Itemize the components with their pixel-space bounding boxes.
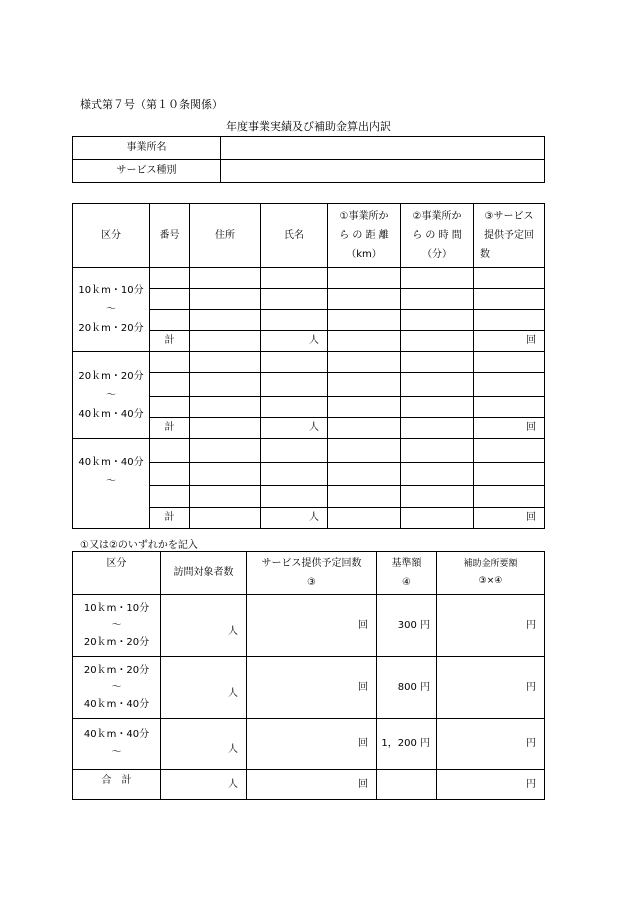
table-cell[interactable]: [401, 508, 474, 529]
times-unit: 回: [247, 595, 377, 657]
header-time: [401, 204, 474, 268]
group-line: 10ｋm・10分: [78, 285, 144, 296]
table-cell[interactable]: [261, 397, 328, 418]
table-cell[interactable]: [328, 486, 401, 508]
table-cell[interactable]: [190, 352, 261, 373]
table-cell[interactable]: [474, 439, 545, 463]
summary-header-subsidy-line: 補助金所要額: [463, 558, 518, 569]
header-service-line: ③サービス: [484, 211, 534, 222]
table-cell[interactable]: [150, 268, 190, 289]
table-cell[interactable]: [328, 268, 401, 289]
summary-header-subsidy: [437, 552, 545, 595]
total-label: 計: [150, 418, 190, 439]
table-cell[interactable]: [190, 397, 261, 418]
table-cell[interactable]: [261, 310, 328, 331]
table-cell[interactable]: [401, 397, 474, 418]
table-cell[interactable]: [328, 463, 401, 486]
table-cell[interactable]: [328, 352, 401, 373]
header-jusho: 住所: [190, 204, 261, 268]
person-unit: 人: [161, 719, 247, 770]
header-distance-line: （km）: [346, 249, 382, 260]
table-cell[interactable]: [190, 486, 261, 508]
table-cell[interactable]: [150, 373, 190, 397]
detail-table: [72, 203, 545, 529]
summary-line: ～: [111, 747, 122, 758]
table-cell[interactable]: [328, 289, 401, 310]
group-line: ～: [106, 304, 116, 315]
table-cell[interactable]: [190, 508, 261, 529]
table-cell[interactable]: [401, 418, 474, 439]
header-distance-line: ①事業所か: [339, 211, 389, 222]
table-cell[interactable]: [190, 310, 261, 331]
table-cell[interactable]: [150, 397, 190, 418]
group-line: 20ｋm・20分: [78, 370, 144, 382]
table-cell[interactable]: [328, 508, 401, 529]
service-type-label: サービス種別: [73, 160, 221, 183]
summary-row: [73, 657, 545, 719]
summary-header-target: 訪問対象者数: [161, 552, 247, 595]
summary-header-service: [247, 552, 377, 595]
table-cell[interactable]: [261, 289, 328, 310]
header-service-line: 数: [480, 249, 490, 260]
office-name-label: 事業所名: [73, 137, 221, 160]
table-cell[interactable]: [150, 352, 190, 373]
table-cell[interactable]: [474, 397, 545, 418]
summary-row-label: [73, 657, 161, 719]
header-shimei: 氏名: [261, 204, 328, 268]
table-cell[interactable]: [150, 289, 190, 310]
table-cell[interactable]: [328, 373, 401, 397]
person-unit: 人: [161, 770, 247, 800]
table-cell[interactable]: [328, 439, 401, 463]
summary-header-subsidy-line: ③×④: [478, 576, 503, 586]
table-cell[interactable]: [190, 463, 261, 486]
table-cell[interactable]: [401, 268, 474, 289]
summary-total-row: [73, 770, 545, 800]
header-distance-line: ら の 距 離: [339, 230, 389, 241]
table-cell[interactable]: [190, 373, 261, 397]
summary-header-base: [377, 552, 437, 595]
instruction-note: ①又は②のいずれかを記入: [80, 540, 198, 551]
summary-line: ～: [111, 620, 122, 631]
summary-row: [73, 719, 545, 770]
table-cell[interactable]: [261, 268, 328, 289]
header-time-line: ②事業所か: [412, 211, 462, 222]
summary-header-service-line: ③: [307, 577, 316, 588]
header-service-count: [474, 204, 545, 268]
summary-line: 10ｋm・10分: [83, 603, 150, 614]
info-table: [72, 136, 545, 183]
table-cell[interactable]: [474, 310, 545, 331]
times-unit: 回: [474, 418, 545, 439]
table-cell[interactable]: [474, 268, 545, 289]
document-title: 年度事業実績及び補助金算出内訳: [226, 120, 391, 133]
yen-unit: 円: [437, 595, 545, 657]
table-cell[interactable]: [261, 352, 328, 373]
grand-total-label: 合 計: [73, 770, 161, 800]
header-distance: [328, 204, 401, 268]
base-amount: 800 円: [377, 657, 437, 719]
total-label: 計: [150, 508, 190, 529]
table-cell[interactable]: [328, 418, 401, 439]
table-cell[interactable]: [401, 289, 474, 310]
group-line: 40ｋm・40分: [78, 408, 144, 420]
table-cell[interactable]: [261, 463, 328, 486]
table-cell[interactable]: [401, 331, 474, 352]
person-unit: 人: [261, 418, 328, 439]
yen-unit: 円: [437, 657, 545, 719]
table-cell[interactable]: [328, 331, 401, 352]
table-cell[interactable]: [150, 439, 190, 463]
table-cell[interactable]: [377, 770, 437, 800]
base-amount: 1，200 円: [377, 719, 437, 770]
table-cell[interactable]: [150, 463, 190, 486]
person-unit: 人: [161, 595, 247, 657]
group-line: ～: [106, 476, 116, 487]
summary-line: 40ｋm・40分: [83, 729, 150, 740]
summary-line: 20ｋm・20分: [83, 637, 150, 648]
times-unit: 回: [474, 508, 545, 529]
summary-header-base-line: 基準額: [391, 558, 422, 569]
summary-header-base-line: ④: [402, 577, 411, 588]
table-cell[interactable]: [401, 486, 474, 508]
group-line: 20ｋm・20分: [78, 323, 144, 334]
table-cell[interactable]: [190, 418, 261, 439]
table-cell[interactable]: [474, 463, 545, 486]
table-cell[interactable]: [150, 486, 190, 508]
summary-line: ～: [111, 682, 122, 693]
summary-table: [72, 551, 545, 800]
table-cell[interactable]: [190, 331, 261, 352]
table-cell[interactable]: [261, 439, 328, 463]
office-name-field[interactable]: [221, 137, 545, 160]
header-time-line: ら の 時 間: [412, 230, 462, 241]
table-cell[interactable]: [401, 310, 474, 331]
yen-unit: 円: [437, 770, 545, 800]
table-cell[interactable]: [190, 268, 261, 289]
group-label: [73, 439, 150, 529]
service-type-field[interactable]: [221, 160, 545, 183]
summary-row: [73, 595, 545, 657]
summary-row-label: [73, 719, 161, 770]
group-line: ～: [106, 389, 116, 401]
header-bango: 番号: [150, 204, 190, 268]
times-unit: 回: [474, 331, 545, 352]
table-cell[interactable]: [474, 352, 545, 373]
table-cell[interactable]: [401, 373, 474, 397]
summary-line: 40ｋm・40分: [83, 699, 150, 710]
summary-row-label: [73, 595, 161, 657]
summary-header-kubun: 区分: [73, 552, 161, 595]
header-kubun: 区分: [73, 204, 150, 268]
group-label: [73, 268, 150, 352]
table-cell[interactable]: [401, 439, 474, 463]
table-cell[interactable]: [328, 310, 401, 331]
table-cell[interactable]: [190, 439, 261, 463]
table-cell[interactable]: [401, 352, 474, 373]
table-cell[interactable]: [261, 373, 328, 397]
table-cell[interactable]: [150, 310, 190, 331]
summary-line: 20ｋm・20分: [83, 665, 150, 676]
group-line: 40ｋm・40分: [78, 457, 144, 468]
table-cell[interactable]: [474, 486, 545, 508]
total-label: 計: [150, 331, 190, 352]
group-label: [73, 352, 150, 439]
form-number: 様式第７号（第１０条関係）: [80, 98, 223, 111]
person-unit: 人: [261, 331, 328, 352]
table-cell[interactable]: [474, 289, 545, 310]
yen-unit: 円: [437, 719, 545, 770]
table-cell[interactable]: [474, 373, 545, 397]
times-unit: 回: [247, 719, 377, 770]
times-unit: 回: [247, 770, 377, 800]
person-unit: 人: [161, 657, 247, 719]
header-time-line: （分）: [422, 249, 452, 260]
summary-header-service-line: サービス提供予定回数: [261, 558, 362, 569]
person-unit: 人: [261, 508, 328, 529]
times-unit: 回: [247, 657, 377, 719]
base-amount: 300 円: [377, 595, 437, 657]
table-cell[interactable]: [190, 289, 261, 310]
table-cell[interactable]: [401, 463, 474, 486]
table-cell[interactable]: [261, 486, 328, 508]
table-cell[interactable]: [328, 397, 401, 418]
header-service-line: 提供予定回: [484, 230, 534, 241]
